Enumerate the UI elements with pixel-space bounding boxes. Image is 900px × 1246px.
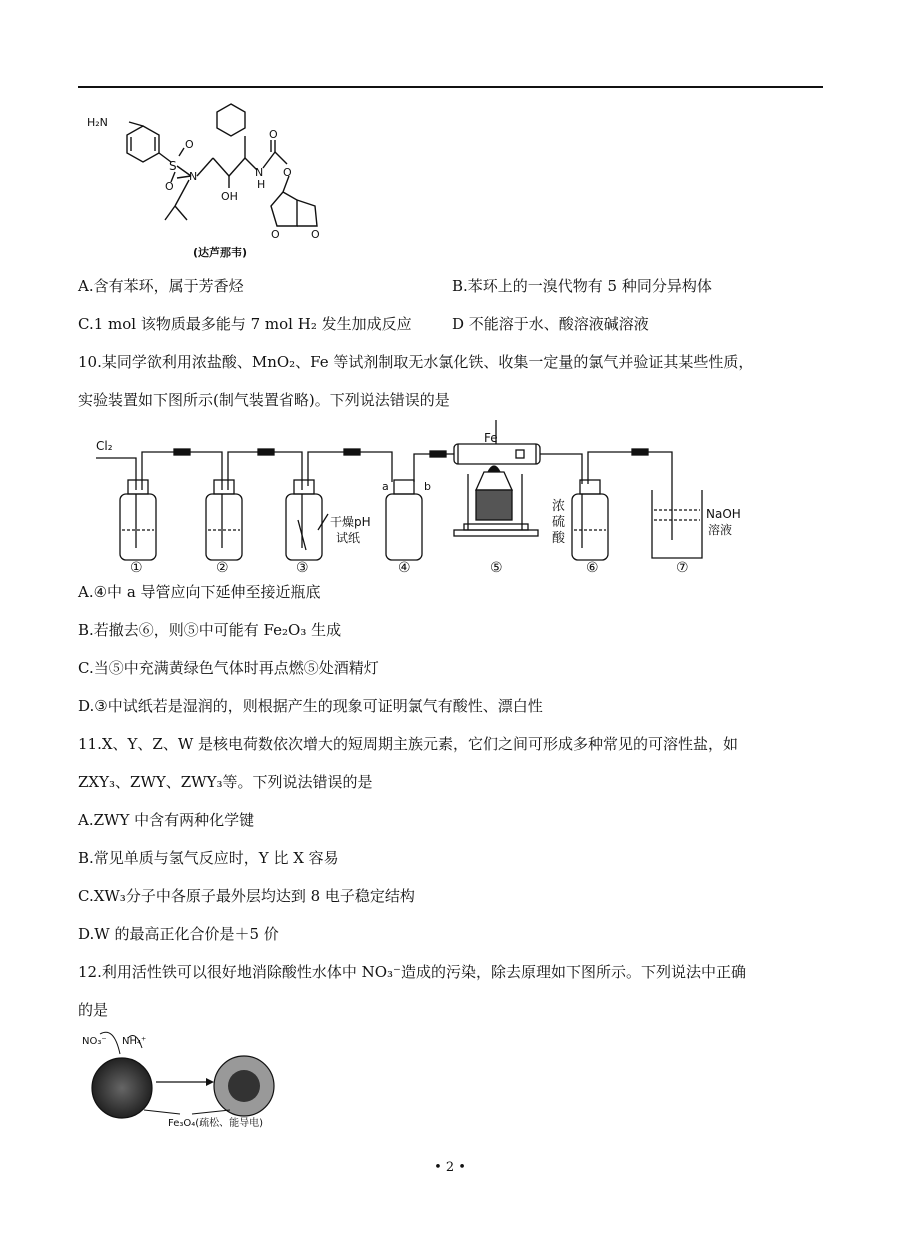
q11-option-c: C.XW₃分子中各原子最外层均达到 8 电子稳定结构 (78, 887, 415, 905)
apparatus-number-1: ① (130, 560, 143, 576)
apparatus-number-6: ⑥ (586, 560, 599, 576)
molecule-caption: (达芦那韦) (193, 246, 248, 259)
iron-label: Fe (484, 431, 498, 445)
tube-b-label: b (424, 480, 431, 493)
apparatus-number-5: ⑤ (490, 560, 503, 576)
hydroxyl-label: OH (221, 190, 238, 203)
q10-option-d: D.③中试纸若是湿润的，则根据产生的现象可证明氯气有酸性、漂白性 (78, 697, 543, 715)
tube-a-label: a (382, 480, 389, 493)
ammonium-label: NH₄⁺ (122, 1036, 147, 1047)
q11-stem-line-2: ZXY₃、ZWY、ZWY₃等。下列说法错误的是 (78, 773, 373, 791)
nitrogen-label: N (189, 170, 198, 183)
q11-option-b: B.常见单质与氢气反应时，Y 比 X 容易 (78, 849, 339, 867)
acid-label-3: 酸 (552, 531, 566, 546)
q11-option-d: D.W 的最高正化合价是＋5 价 (78, 925, 279, 943)
q12-stem-line-1: 12.利用活性铁可以很好地消除酸性水体中 NO₃⁻造成的污染，除去原理如下图所示。下列说法中正确 (78, 963, 746, 981)
acid-label-2: 硫 (552, 515, 566, 530)
q9-option-b: B.苯环上的一溴代物有 5 种同分异构体 (452, 277, 712, 295)
sulfonyl-oxygen-label: O (185, 138, 194, 151)
q10-option-b: B.若撤去⑥，则⑤中可能有 Fe₂O₃ 生成 (78, 621, 342, 639)
iron-removal-diagram (80, 1030, 300, 1130)
apparatus-diagram (92, 430, 741, 576)
q10-option-c: C.当⑤中充满黄绿色气体时再点燃⑤处酒精灯 (78, 659, 379, 677)
q9-option-c: C.1 mol 该物质最多能与 7 mol H₂ 发生加成反应 (78, 315, 412, 333)
darunavir-structure (85, 96, 325, 264)
apparatus-number-4: ④ (398, 560, 411, 576)
ring-oxygen-label-2: O (311, 228, 320, 241)
carbamate-hydrogen-label: H (257, 178, 266, 191)
naoh-solution-label: 溶液 (708, 523, 733, 537)
q12-stem-line-2: 的是 (78, 1001, 109, 1019)
chlorine-inlet-label: Cl₂ (96, 439, 113, 453)
ph-paper-label-1: 干燥pH (330, 515, 371, 529)
q11-option-a: A.ZWY 中含有两种化学键 (78, 811, 255, 829)
naoh-label: NaOH (706, 507, 741, 521)
sulfur-label: S (169, 159, 177, 173)
q11-stem-line-1: 11.X、Y、Z、W 是核电荷数依次增大的短周期主族元素，它们之间可形成多种常见的可溶性盐，如 (78, 735, 739, 753)
page-number: • 2 • (434, 1160, 466, 1175)
coated-iron-core (228, 1070, 260, 1102)
ring-oxygen-label-1: O (271, 228, 280, 241)
q10-stem-line-2: 实验装置如下图所示(制气装置省略)。下列说法错误的是 (78, 391, 450, 409)
q10-stem-line-1: 10.某同学欲利用浓盐酸、MnO₂、Fe 等试剂制取无水氯化铁、收集一定量的氯气并验证其某些性质， (78, 353, 754, 371)
ph-paper-label-2: 试纸 (336, 531, 361, 545)
apparatus-number-7: ⑦ (676, 560, 689, 576)
carbonyl-oxygen-label: O (269, 128, 278, 141)
sulfonyl-oxygen-label-2: O (165, 180, 174, 193)
fe3o4-label: Fe₃O₄(疏松、能导电) (168, 1118, 264, 1129)
q9-option-d: D 不能溶于水、酸溶液碱溶液 (452, 315, 649, 333)
nitrate-label: NO₃⁻ (82, 1036, 107, 1047)
active-iron-particle (92, 1058, 152, 1118)
apparatus-number-2: ② (216, 560, 229, 576)
amine-label: H₂N (87, 116, 108, 129)
carbamate-nitrogen-label: N (255, 166, 264, 179)
q10-option-a: A.④中 a 导管应向下延伸至接近瓶底 (78, 583, 321, 601)
ester-oxygen-label: O (283, 166, 292, 179)
apparatus-number-3: ③ (296, 560, 309, 576)
q9-option-a: A.含有苯环，属于芳香烃 (78, 277, 244, 295)
header-rule (78, 86, 823, 88)
acid-label-1: 浓 (552, 499, 566, 514)
